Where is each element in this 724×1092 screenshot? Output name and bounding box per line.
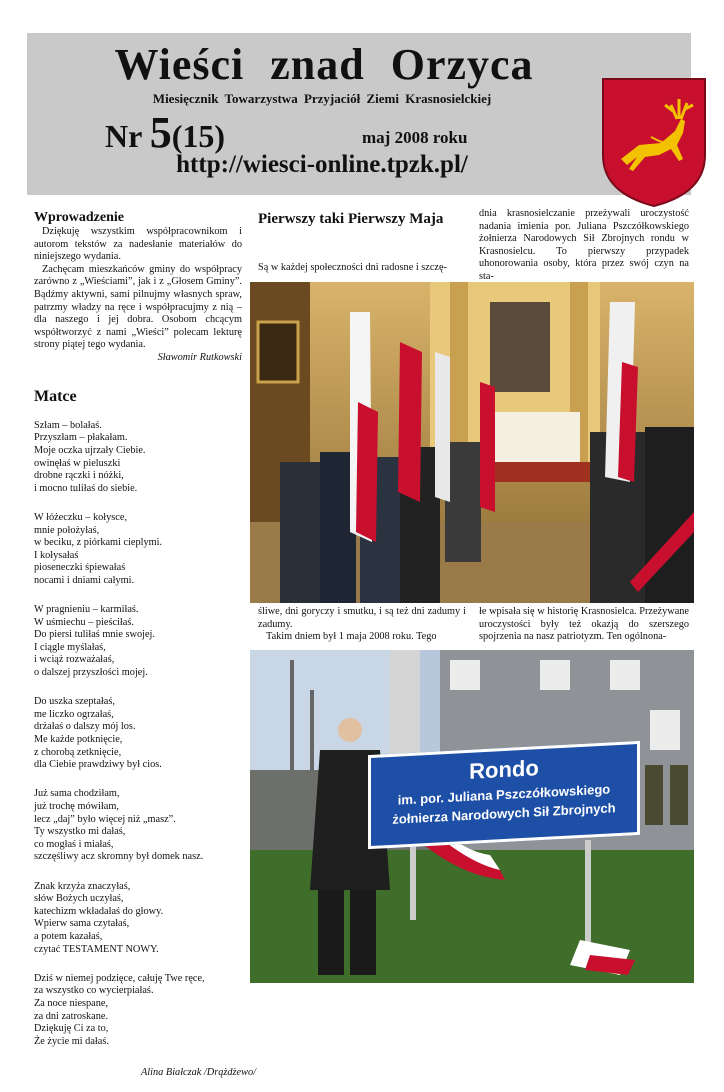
poem-title: Matce xyxy=(34,387,77,405)
rondo-sign-line3: żołnierza Narodowych Sił Zbrojnych xyxy=(392,800,616,827)
article-col1-top: Są w każdej społeczności dni radosne i szczę- xyxy=(258,262,447,273)
rondo-sign-line1: Rondo xyxy=(469,755,539,784)
poem-stanza-7: Dziś w niemej podzięce, całuję Twe ręce, za wszystko co wycierpiałaś. Za noce niespane, za dni zatroskane. Dziękuję Ci za to, Że życie mi dałaś. xyxy=(34,972,205,1047)
article-col1-bottom xyxy=(258,606,466,644)
issue-prefix: Nr xyxy=(105,118,150,154)
article-col1-bottom-a: śliwe, dni goryczy i smutku, i są też dni zadumy i zadumy. xyxy=(258,606,466,630)
poem-stanza-6: Znak krzyża znaczyłaś, słów Bożych uczyłaś, katechizm wkładałaś do głowy. Wpierw sama czytałaś, a potem kazałaś, czytać TESTAMENT NOWY. xyxy=(34,880,164,955)
rondo-unveiling-photo xyxy=(250,650,694,983)
issue-date: maj 2008 roku xyxy=(362,128,468,147)
intro-heading: Wprowadzenie xyxy=(34,210,124,225)
coat-of-arms-icon xyxy=(599,75,709,209)
article-header xyxy=(258,210,458,228)
intro-paragraph-2: Zachęcam mieszkańców gminy do współpracy zarówno z „Wieściami”, jak i z „Głosem Gminy”. Bądźmy aktywni, sami pilnujmy własnych spraw, patrzmy władzy na ręce i współpracujmy z nią – dla naszego i jej dobra. Osobom chcącym współtworzyć z nami „Wieści” polecam lekturę strony piątej tego wydania. xyxy=(34,263,242,351)
website-url[interactable]: http://wiesci-online.tpzk.pl/ xyxy=(176,151,468,178)
article-heading: Pierwszy taki Pierwszy Maja xyxy=(258,211,444,227)
newspaper-subtitle: Miesięcznik Towarzystwa Przyjaciół Ziemi Krasnosielckiej xyxy=(152,91,492,106)
article-col2-top: dnia krasnosielczanie przeżywali uroczystość nadania imienia por. Juliana Pszczółkowskiego żołnierza Narodowych Sił Zbrojnych rondu w Krasnosielcu. To pierwszy przypadek uhonorowania osoby, która przez swój czyn na sta- xyxy=(479,208,689,282)
masthead xyxy=(27,33,691,195)
poem-section xyxy=(34,378,256,1092)
poem-stanza-1: Szłam – bolałaś. Przyszłam – płakałam. Moje oczka ujrzały Ciebie. owinęłaś w pieluszki drobne rączki i nóżki, i mocno tuliłaś do siebie. xyxy=(34,419,146,494)
rondo-sign-line2: im. por. Juliana Pszczółkowskiego xyxy=(397,781,611,808)
intro-section xyxy=(34,210,242,365)
poem-stanza-3: W pragnieniu – karmiłaś. W uśmiechu – pieściłaś. Do piersi tuliłaś mnie swojej. I ciągle myślałaś, i wciąż rozważałaś, o dalszej przyszłości mojej. xyxy=(34,604,155,679)
poem-stanza-2: W łóżeczku – kołysce, mnie położyłaś, w beciku, z piórkami cieplymi. I kołysałaś pioseneczki śpiewałaś nocami i dniami całymi. xyxy=(34,511,163,586)
issue-main-number: 5 xyxy=(149,108,172,157)
poem-stanza-5: Już sama chodziłam, już trochę mówiłam, lecz „daj” było więcej niż „masz”. Ty wszystko mi dałaś, co mogłaś i miałaś, szczęśliwy acz skromny był domek nasz. xyxy=(34,788,204,863)
article-col1-bottom-b: Takim dniem był 1 maja 2008 roku. Tego xyxy=(266,631,437,643)
intro-signature: Sławomir Rutkowski xyxy=(157,351,242,363)
rondo-sign xyxy=(368,741,640,849)
church-scene-image xyxy=(250,282,694,603)
article-col2-bottom: łe wpisała się w historię Krasnosielca. Przeżywane uroczystości były też okazją do szerszego spojrzenia na nasz patriotyzm. Ten ogólnona- xyxy=(479,606,689,643)
poem-stanza-4: Do uszka szeptałaś, me liczko ogrzałaś, drżałaś o dalszy mój los. Me każde potknięcie, z chorobą zetknięcie, dla Ciebie prawdziwy był cios. xyxy=(34,696,162,771)
church-ceremony-photo xyxy=(250,282,694,603)
newspaper-title: Wieści znad Orzyca xyxy=(114,40,534,89)
poem-author: Alina Białczak /Drążdżewo/ xyxy=(141,1066,256,1078)
intro-paragraph-1: Dziękuję wszystkim współpracownikom i autorom tekstów za nadesłanie materiałów do niniejszego wydania. xyxy=(34,226,242,263)
issue-total: (15) xyxy=(171,118,226,154)
